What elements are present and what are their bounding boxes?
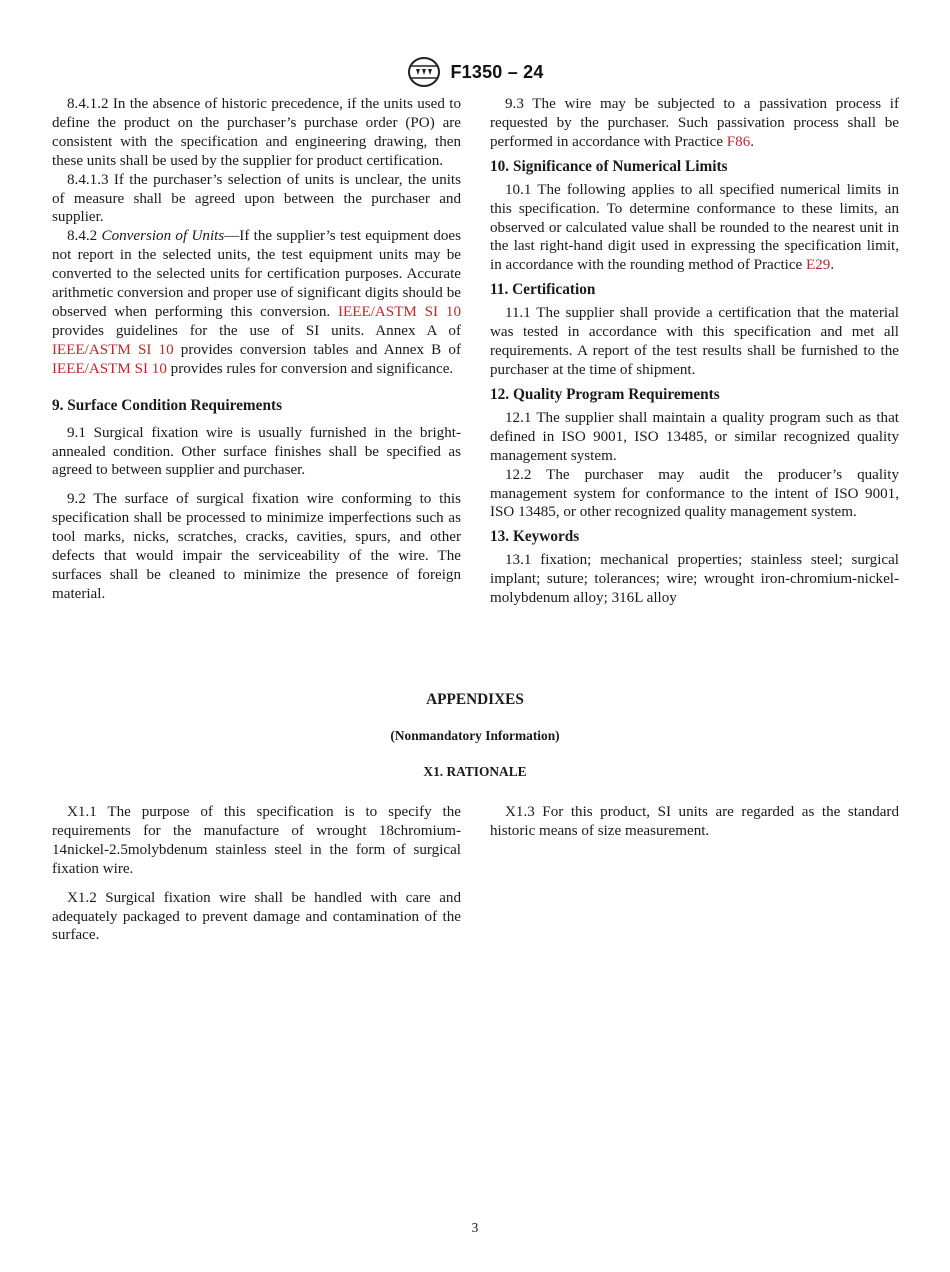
para-text: 10.1 The following applies to all specified numerical limits in this specification. To determine conformance to these limits, an observed or calculated value shall be rounded to the nearest unit in the last right-hand digit used in expressing the specification limit, in accordance with the rounding method of Practice	[490, 181, 899, 274]
para-12-1: 12.1 The supplier shall maintain a quality program such as that defined in ISO 9001, ISO 13485, or similar recognized quality management system.	[490, 409, 899, 464]
section-9-heading: 9. Surface Condition Requirements	[52, 396, 283, 414]
para-text: provides rules for conversion and significance.	[166, 360, 454, 377]
para-8-4-1-3: 8.4.1.3 If the purchaser’s selection of units is unclear, the units of measure shall be agreed upon between the purchaser and supplier.	[52, 171, 461, 226]
para-9-2: 9.2 The surface of surgical fixation wire conforming to this specification shall be processed to minimize imperfections such as tool marks, nicks, scratches, cracks, cavities, spurs, and other defects that would impair the serviceability of the wire. The surfaces shall be cleaned to minimize the presence of foreign material.	[52, 491, 461, 602]
link-ieee-astm-si10[interactable]: IEEE/ASTM SI 10	[52, 360, 167, 377]
para-9-3	[490, 95, 899, 152]
link-ieee-astm-si10[interactable]: IEEE/ASTM SI 10	[52, 341, 174, 358]
section-12-heading: 12. Quality Program Requirements	[490, 385, 720, 403]
left-column	[52, 95, 461, 604]
document-designation: F1350 – 24	[450, 61, 544, 82]
para-text: —If the supplier’s test equipment does not report in the selected units, the test equipment units may be converted to the selected units for certification purposes. Accurate arithmetic conversion and proper use of significant digits should be observed when performing this conversion.	[52, 228, 461, 320]
page-header	[0, 56, 950, 88]
para-text: .	[830, 257, 835, 274]
para-8-4-2	[52, 227, 461, 378]
para-10-1	[490, 181, 899, 276]
appendix-left-column	[52, 803, 461, 945]
link-ieee-astm-si10[interactable]: IEEE/ASTM SI 10	[338, 303, 461, 320]
link-e29[interactable]: E29	[806, 257, 831, 274]
appendix-x1-heading: X1. RATIONALE	[423, 764, 527, 779]
right-column	[490, 95, 899, 608]
para-text: 9.3 The wire may be subjected to a passivation process if requested by the purchaser. Such passivation process shall be performed in accordance with Practice	[490, 96, 899, 150]
para-title: Conversion of Units	[101, 228, 225, 245]
para-x1-3: X1.3 For this product, SI units are regarded as the standard historic means of size measurement.	[490, 804, 899, 839]
para-8-4-1-2: 8.4.1.2 In the absence of historic precedence, if the units used to define the product on the purchaser’s purchase order (PO) are consistent with the specification and engineering drawing, then these units shall be used by the supplier for product certification.	[52, 96, 461, 169]
appendixes-title: APPENDIXES	[426, 691, 524, 708]
section-11-heading: 11. Certification	[490, 281, 596, 299]
para-11-1: 11.1 The supplier shall provide a certification that the material was tested in accordance with this specification and met all requirements. A report of the test results shall be furnished to the purchaser at the time of shipment.	[490, 305, 899, 378]
appendixes-subtitle: (Nonmandatory Information)	[390, 728, 560, 743]
para-text: provides conversion tables and Annex B of	[173, 341, 461, 358]
para-number: 8.4.2	[67, 228, 98, 245]
para-x1-1: X1.1 The purpose of this specification is to specify the requirements for the manufacture of wrought 18chromium-14nickel-2.5molybdenum stainless steel in the form of surgical fixation wire.	[52, 804, 461, 877]
page-number: 3	[471, 1220, 479, 1235]
para-text: provides guidelines for the use of SI units. Annex A of	[52, 322, 461, 339]
para-9-1: 9.1 Surgical fixation wire is usually furnished in the bright-annealed condition. Other surface finishes shall be specified as agreed to between supplier and purchaser.	[52, 424, 461, 479]
link-f86[interactable]: F86	[726, 133, 751, 150]
para-x1-2: X1.2 Surgical fixation wire shall be handled with care and adequately packaged to prevent damage and contamination of the surface.	[52, 889, 461, 944]
para-13-1: 13.1 fixation; mechanical properties; stainless steel; surgical implant; suture; tolerances; wire; wrought iron-chromium-nickel-molybdenum alloy; 316L alloy	[490, 552, 899, 607]
para-12-2: 12.2 The purchaser may audit the producer’s quality management system for conformance to the intent of ISO 9001, ISO 13485, or other recognized quality management system.	[490, 466, 899, 521]
section-10-heading: 10. Significance of Numerical Limits	[490, 157, 728, 175]
para-text: .	[750, 133, 755, 150]
section-13-heading: 13. Keywords	[490, 528, 580, 546]
astm-logo-icon	[406, 56, 442, 88]
appendix-right-column	[490, 803, 899, 841]
